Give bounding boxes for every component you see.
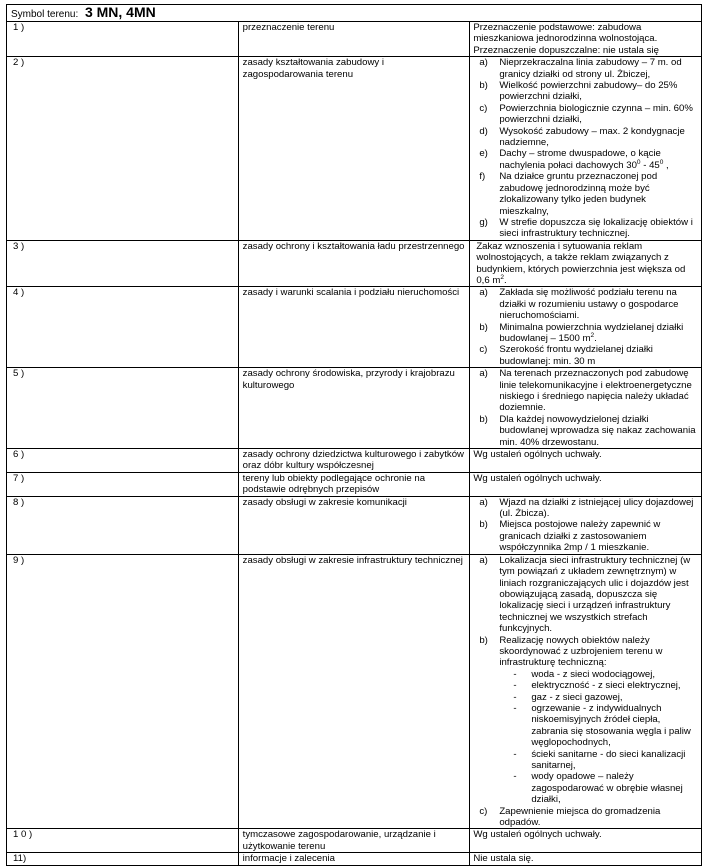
row-number: 6 ) [7, 449, 239, 473]
row-content [470, 22, 702, 57]
symbol-value: 3 MN, 4MN [84, 4, 156, 20]
row-topic: zasady ochrony dziedzictwa kulturowego i zabytków oraz dóbr kultury współczesnej [238, 449, 470, 473]
row-content [470, 496, 702, 554]
table-row [7, 829, 702, 853]
list-item: a) Zakłada się możliwość podziału terenu na działki w rozumieniu ustawy o gospodarce nieruchomościami. [479, 287, 679, 322]
row-number: 4 ) [7, 287, 239, 368]
table-row [7, 449, 702, 473]
table-row [7, 57, 702, 241]
list-item: b) Wielkość powierzchni zabudowy– do 25% powierzchni działki, [479, 80, 678, 103]
list-item: f) Na działce gruntu przeznaczonej pod zabudowę jednorodzinną może być zlokalizowany tylko jeden budynek mieszkalny, [479, 171, 658, 217]
row-content: Nie ustala się. [470, 853, 702, 865]
row-content [470, 287, 702, 368]
sub-list-item: - wody opadowe – należy zagospodarować w obrębie własnej działki, [513, 771, 683, 806]
list-item: c) Zapewnienie miejsca do gromadzenia odpadów. [479, 805, 661, 829]
row-number: 1 0 ) [7, 829, 239, 853]
row-content: Zakaz wznoszenia i sytuowania reklam wolnostojących, a także reklam związanych z budynkiem, których powierzchnia jest większa od 0,6 $m^2$. [470, 240, 702, 287]
row-content [470, 554, 702, 829]
table-row [7, 496, 702, 554]
row-content [470, 57, 702, 241]
list-item: a) Lokalizacja sieci infrastruktury technicznej (w tym powiązań z układem zewnętrznym) w liniach rozgraniczających ulic i dojazdów jest obowiązującą zasadą, dopuszcza się lokalizację sieci i urządzeń infrastruktury technicznej we wszystkich strefach funkcyjnych. [479, 554, 691, 635]
row-topic: przeznaczenie terenu [238, 22, 470, 57]
row-topic: zasady ochrony środowiska, przyrody i krajobrazu kulturowego [238, 368, 470, 449]
row-number: 9 ) [7, 554, 239, 829]
row-number: 7 ) [7, 472, 239, 496]
row-content: Wg ustaleń ogólnych uchwały. [470, 449, 702, 473]
sub-list-item: - elektryczność - z sieci elektrycznej, [513, 680, 681, 692]
sub-list-item: - ogrzewanie - z indywidualnych niskoemisyjnych źródeł ciepła, zabrania się stosowania węgla i paliw węglopochodnych, [513, 702, 691, 749]
list-item: e) Dachy – strome dwuspadowe, o kącie nachylenia połaci dachowych $30^0 - 45^0$ , [479, 148, 669, 171]
sub-list-item: - gaz - z sieci gazowej, [513, 691, 623, 703]
row-topic: zasady obsługi w zakresie komunikacji [238, 496, 470, 554]
row-content: Wg ustaleń ogólnych uchwały. [470, 829, 702, 853]
sub-list-item: - woda - z sieci wodociągowej, [513, 668, 656, 680]
zoning-table [6, 4, 702, 866]
row-topic: informacje i zalecenia [238, 853, 470, 865]
table-row [7, 22, 702, 57]
row-topic: zasady i warunki scalania i podziału nieruchomości [238, 287, 470, 368]
list-item: b) Minimalna powierzchnia wydzielanej działki budowlanej – 1500 $m^2$. [479, 321, 684, 344]
row-number: 11) [7, 853, 239, 865]
row-number: 3 ) [7, 240, 239, 287]
list-item: a) Wjazd na działki z istniejącej ulicy dojazdowej (ul. Żbicza). [479, 496, 694, 520]
list-item: c) Szerokość frontu wydzielanej działki budowlanej: min. 30 m [479, 344, 653, 367]
row-topic: zasady obsługi w zakresie infrastruktury technicznej [238, 554, 470, 829]
table-row [7, 472, 702, 496]
list-item: c) Powierzchnia biologicznie czynna – min. 60% powierzchni działki, [479, 102, 693, 126]
row-topic: tymczasowe zagospodarowanie, urządzanie i użytkowanie terenu [238, 829, 470, 853]
table-row [7, 368, 702, 449]
content-line: Przeznaczenie dopuszczalne: nie ustala się [473, 44, 659, 56]
sub-list-item: - ścieki sanitarne - do sieci kanalizacji sanitarnej, [513, 748, 686, 771]
row-number: 2 ) [7, 57, 239, 241]
symbol-row [7, 5, 702, 22]
row-number: 5 ) [7, 368, 239, 449]
content-line: Przeznaczenie podstawowe: zabudowa mieszkaniowa jednorodzinna wolnostojąca. [473, 22, 658, 45]
list-item: b) Realizację nowych obiektów należy skoordynować z uzbrojeniem terenu w infrastrukturę techniczną: [479, 634, 663, 669]
list-item: a) Na terenach przeznaczonych pod zabudowę linie telekomunikacyjne i elektroenergetyczne niskiego i średniego napięcia należy układać doziemnie. [479, 368, 692, 414]
row-content: Wg ustaleń ogólnych uchwały. [470, 472, 702, 496]
symbol-label: Symbol terenu: [11, 9, 79, 20]
list-item: d) Wysokość zabudowy – max. 2 kondygnacje nadziemne, [479, 125, 685, 149]
list-item: b) Miejsca postojowe należy zapewnić w granicach działki z zastosowaniem współczynnika 2mp / 1 mieszkanie. [479, 519, 661, 554]
table-row [7, 287, 702, 368]
table-row [7, 853, 702, 865]
list-item: a) Nieprzekraczalna linia zabudowy – 7 m. od granicy działki od strony ul. Żbiczej, [479, 57, 682, 80]
row-topic: tereny lub obiekty podlegające ochronie na podstawie odrębnych przepisów [238, 472, 470, 496]
list-item: g) W strefie dopuszcza się lokalizację obiektów i sieci infrastruktury technicznej. [479, 216, 693, 240]
row-content [470, 368, 702, 449]
table-row [7, 554, 702, 829]
row-topic: zasady kształtowania zabudowy i zagospodarowania terenu [238, 57, 470, 241]
row-topic: zasady ochrony i kształtowania ładu przestrzennego [238, 240, 470, 287]
row-number: 8 ) [7, 496, 239, 554]
list-item: b) Dla każdej nowowydzielonej działki budowlanej wprowadza się nakaz zachowania min. 40% drzewostanu. [479, 413, 696, 448]
row-number: 1 ) [7, 22, 239, 57]
zoning-document [6, 4, 702, 866]
table-row [7, 240, 702, 287]
